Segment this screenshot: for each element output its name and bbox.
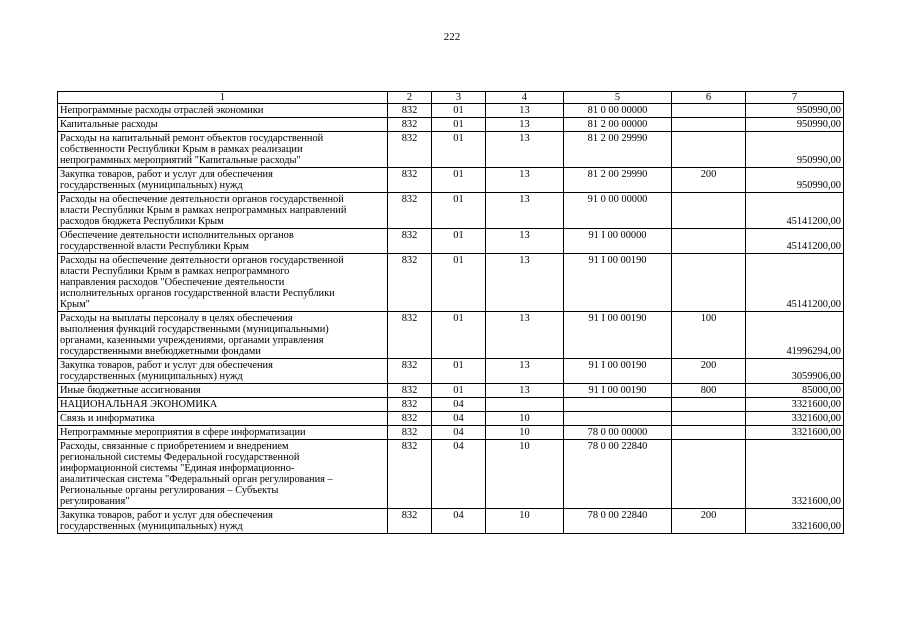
table-row — [58, 193, 844, 229]
expense-name-line: Расходы на обеспечение деятельности органов государственной — [60, 255, 344, 266]
table-row — [58, 412, 844, 426]
expense-name-line: Непрограммные расходы отраслей экономики — [60, 105, 264, 116]
subsection-code-cell: 13 — [486, 359, 564, 384]
subsection-code-cell: 10 — [486, 509, 564, 534]
table-row — [58, 398, 844, 412]
header-cell: 6 — [672, 92, 746, 104]
table-row — [58, 426, 844, 440]
expense-name-cell — [58, 229, 388, 254]
expense-name-line: региональной системы Федеральной государственной — [60, 452, 300, 463]
expense-type-cell — [672, 118, 746, 132]
amount-cell: 41996294,00 — [746, 312, 844, 359]
expense-name-line: Связь и информатика — [60, 413, 155, 424]
expense-name-line: регулирования" — [60, 496, 130, 507]
target-article-cell: 78 0 00 22840 — [564, 440, 672, 509]
expense-type-cell: 800 — [672, 384, 746, 398]
expense-name-line: Обеспечение деятельности исполнительных органов — [60, 230, 294, 241]
target-article-cell: 81 0 00 00000 — [564, 104, 672, 118]
expense-type-cell — [672, 398, 746, 412]
subsection-code-cell: 13 — [486, 118, 564, 132]
target-article-cell — [564, 412, 672, 426]
expense-name-cell — [58, 118, 388, 132]
ministry-code-cell: 832 — [388, 440, 432, 509]
subsection-code-cell: 13 — [486, 132, 564, 168]
ministry-code-cell: 832 — [388, 118, 432, 132]
expense-name-cell — [58, 168, 388, 193]
table-row — [58, 359, 844, 384]
header-cell: 3 — [432, 92, 486, 104]
table-header-row — [58, 92, 844, 104]
expense-name-cell — [58, 440, 388, 509]
table-row — [58, 254, 844, 312]
subsection-code-cell — [486, 398, 564, 412]
subsection-code-cell: 13 — [486, 312, 564, 359]
table-row — [58, 118, 844, 132]
expense-name-line: Расходы на обеспечение деятельности органов государственной — [60, 194, 344, 205]
header-cell: 7 — [746, 92, 844, 104]
target-article-cell — [564, 398, 672, 412]
expense-name-cell — [58, 398, 388, 412]
section-code-cell: 01 — [432, 104, 486, 118]
expense-type-cell — [672, 412, 746, 426]
expense-name-line: Капитальные расходы — [60, 119, 158, 130]
section-code-cell: 01 — [432, 384, 486, 398]
expense-name-line: Региональные органы регулирования – Субъекты — [60, 485, 279, 496]
subsection-code-cell: 10 — [486, 440, 564, 509]
amount-cell: 950990,00 — [746, 132, 844, 168]
expense-type-cell: 200 — [672, 359, 746, 384]
header-cell: 1 — [58, 92, 388, 104]
expense-type-cell: 100 — [672, 312, 746, 359]
expense-type-cell — [672, 229, 746, 254]
ministry-code-cell: 832 — [388, 312, 432, 359]
ministry-code-cell: 832 — [388, 254, 432, 312]
ministry-code-cell: 832 — [388, 229, 432, 254]
expense-name-line: власти Республики Крым в рамках непрограммного — [60, 266, 290, 277]
subsection-code-cell: 10 — [486, 412, 564, 426]
amount-cell: 3321600,00 — [746, 509, 844, 534]
section-code-cell: 04 — [432, 398, 486, 412]
target-article-cell: 81 2 00 29990 — [564, 168, 672, 193]
target-article-cell: 91 I 00 00000 — [564, 229, 672, 254]
ministry-code-cell: 832 — [388, 104, 432, 118]
expense-type-cell — [672, 254, 746, 312]
subsection-code-cell: 13 — [486, 229, 564, 254]
table-row — [58, 229, 844, 254]
expense-name-line: Расходы на выплаты персоналу в целях обеспечения — [60, 313, 293, 324]
expense-name-line: аналитическая система "Федеральный орган регулирования – — [60, 474, 333, 485]
expense-name-line: выполнения функций государственными (муниципальными) — [60, 324, 329, 335]
amount-cell: 3059906,00 — [746, 359, 844, 384]
subsection-code-cell: 13 — [486, 193, 564, 229]
expense-name-line: НАЦИОНАЛЬНАЯ ЭКОНОМИКА — [60, 399, 218, 410]
amount-cell: 3321600,00 — [746, 440, 844, 509]
ministry-code-cell: 832 — [388, 412, 432, 426]
section-code-cell: 01 — [432, 168, 486, 193]
ministry-code-cell: 832 — [388, 168, 432, 193]
amount-cell: 45141200,00 — [746, 193, 844, 229]
section-code-cell: 01 — [432, 193, 486, 229]
table-row — [58, 440, 844, 509]
expense-name-cell — [58, 412, 388, 426]
expense-name-line: расходов бюджета Республики Крым — [60, 216, 224, 227]
subsection-code-cell: 13 — [486, 168, 564, 193]
section-code-cell: 01 — [432, 118, 486, 132]
ministry-code-cell: 832 — [388, 193, 432, 229]
section-code-cell: 04 — [432, 440, 486, 509]
target-article-cell: 91 0 00 00000 — [564, 193, 672, 229]
expense-type-cell — [672, 132, 746, 168]
expense-name-line: непрограммных мероприятий "Капитальные расходы" — [60, 155, 301, 166]
expense-name-cell — [58, 384, 388, 398]
amount-cell: 950990,00 — [746, 168, 844, 193]
amount-cell: 3321600,00 — [746, 412, 844, 426]
expense-name-cell — [58, 426, 388, 440]
budget-table — [57, 91, 844, 534]
section-code-cell: 04 — [432, 509, 486, 534]
section-code-cell: 01 — [432, 312, 486, 359]
amount-cell: 3321600,00 — [746, 426, 844, 440]
expense-name-line: Закупка товаров, работ и услуг для обеспечения — [60, 510, 273, 521]
expense-name-line: исполнительных органов государственной власти Республики — [60, 288, 335, 299]
section-code-cell: 01 — [432, 254, 486, 312]
target-article-cell: 91 I 00 00190 — [564, 359, 672, 384]
section-code-cell: 01 — [432, 229, 486, 254]
expense-name-line: Иные бюджетные ассигнования — [60, 385, 201, 396]
expense-name-line: государственной власти Республики Крым — [60, 241, 249, 252]
amount-cell: 950990,00 — [746, 104, 844, 118]
expense-name-line: Непрограммные мероприятия в сфере информатизации — [60, 427, 306, 438]
expense-name-cell — [58, 312, 388, 359]
ministry-code-cell: 832 — [388, 384, 432, 398]
header-cell: 5 — [564, 92, 672, 104]
ministry-code-cell: 832 — [388, 398, 432, 412]
expense-name-cell — [58, 132, 388, 168]
expense-name-line: Крым" — [60, 299, 90, 310]
ministry-code-cell: 832 — [388, 359, 432, 384]
ministry-code-cell: 832 — [388, 509, 432, 534]
expense-name-cell — [58, 104, 388, 118]
amount-cell: 3321600,00 — [746, 398, 844, 412]
table-row — [58, 168, 844, 193]
expense-name-line: Расходы, связанные с приобретением и внедрением — [60, 441, 289, 452]
expense-name-line: Расходы на капитальный ремонт объектов государственной — [60, 133, 324, 144]
expense-name-line: собственности Республики Крым в рамках реализации — [60, 144, 303, 155]
amount-cell: 45141200,00 — [746, 229, 844, 254]
expense-name-cell — [58, 193, 388, 229]
target-article-cell: 91 I 00 00190 — [564, 254, 672, 312]
amount-cell: 45141200,00 — [746, 254, 844, 312]
amount-cell: 85000,00 — [746, 384, 844, 398]
expense-type-cell — [672, 193, 746, 229]
expense-type-cell: 200 — [672, 168, 746, 193]
section-code-cell: 04 — [432, 426, 486, 440]
expense-name-line: направления расходов "Обеспечение деятельности — [60, 277, 285, 288]
expense-type-cell: 200 — [672, 509, 746, 534]
expense-name-line: государственных (муниципальных) нужд — [60, 371, 243, 382]
ministry-code-cell: 832 — [388, 426, 432, 440]
expense-name-line: государственных (муниципальных) нужд — [60, 180, 243, 191]
section-code-cell: 01 — [432, 132, 486, 168]
target-article-cell: 81 2 00 00000 — [564, 118, 672, 132]
amount-cell: 950990,00 — [746, 118, 844, 132]
target-article-cell: 78 0 00 00000 — [564, 426, 672, 440]
subsection-code-cell: 13 — [486, 254, 564, 312]
subsection-code-cell: 13 — [486, 104, 564, 118]
table-row — [58, 104, 844, 118]
expense-name-line: Закупка товаров, работ и услуг для обеспечения — [60, 360, 273, 371]
ministry-code-cell: 832 — [388, 132, 432, 168]
table-row — [58, 312, 844, 359]
expense-name-line: Закупка товаров, работ и услуг для обеспечения — [60, 169, 273, 180]
section-code-cell: 01 — [432, 359, 486, 384]
header-cell: 2 — [388, 92, 432, 104]
subsection-code-cell: 10 — [486, 426, 564, 440]
expense-name-cell — [58, 509, 388, 534]
subsection-code-cell: 13 — [486, 384, 564, 398]
table-row — [58, 132, 844, 168]
expense-name-cell — [58, 359, 388, 384]
expense-name-cell — [58, 254, 388, 312]
expense-type-cell — [672, 440, 746, 509]
expense-name-line: информационной системы "Единая информационно- — [60, 463, 295, 474]
expense-name-line: власти Республики Крым в рамках непрограммных направлений — [60, 205, 347, 216]
table-row — [58, 509, 844, 534]
target-article-cell: 81 2 00 29990 — [564, 132, 672, 168]
expense-type-cell — [672, 104, 746, 118]
section-code-cell: 04 — [432, 412, 486, 426]
expense-name-line: государственными внебюджетными фондами — [60, 346, 261, 357]
expense-type-cell — [672, 426, 746, 440]
target-article-cell: 91 I 00 00190 — [564, 312, 672, 359]
table-row — [58, 384, 844, 398]
target-article-cell: 91 I 00 00190 — [564, 384, 672, 398]
expense-name-line: государственных (муниципальных) нужд — [60, 521, 243, 532]
target-article-cell: 78 0 00 22840 — [564, 509, 672, 534]
page-number: 222 — [443, 31, 461, 43]
header-cell: 4 — [486, 92, 564, 104]
expense-name-line: органами, казенными учреждениями, органами управления — [60, 335, 324, 346]
